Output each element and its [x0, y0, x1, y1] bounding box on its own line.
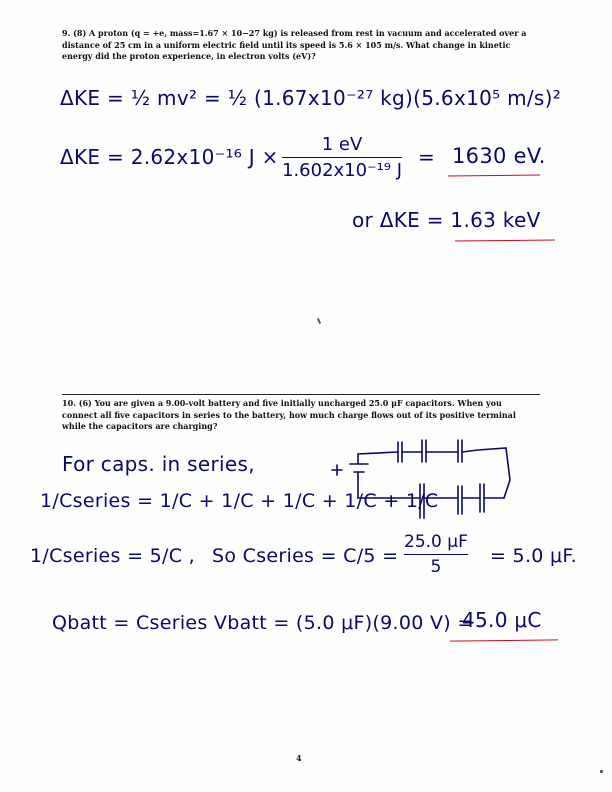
equals-sign: =	[418, 145, 436, 169]
ke-formula-line: ΔKE = ½ mv² = ½ (1.67x10⁻²⁷ kg)(5.6x10⁵ m/s)²	[60, 86, 562, 110]
answer-kev-underline	[455, 239, 555, 241]
answer-ev-underline	[448, 175, 540, 177]
paper-speck	[600, 770, 603, 773]
problem-9-text: 9. (8) A proton (q = +e, mass=1.67 × 10−27 kg) is released from rest in vacuum and accelerated over a distance of 25 cm in a uniform electric field until its speed is 5.6 × 105 m/s. What change in kinetic energy did the proton experience, in electron volts (eV)?	[62, 28, 527, 61]
cseries-fraction-numerator: 25.0 μF	[404, 532, 468, 552]
paper-speck	[317, 318, 321, 324]
ev-conversion-denominator: 1.602x10⁻¹⁹ J	[282, 160, 403, 181]
cseries-result: = 5.0 μF.	[490, 545, 577, 567]
section-divider	[62, 394, 540, 395]
cseries-fraction-denominator: 5	[430, 557, 442, 577]
charge-answer: 45.0 μC	[462, 608, 542, 632]
cseries-so-line: So Cseries = C/5 =	[212, 545, 399, 567]
reduced-equation: 1/Cseries = 5/C ,	[30, 545, 195, 567]
series-sum-equation: 1/Cseries = 1/C + 1/C + 1/C + 1/C + 1/C	[40, 490, 439, 512]
fraction-bar	[404, 554, 468, 555]
cseries-fraction	[404, 532, 468, 577]
series-intro: For caps. in series,	[62, 452, 255, 476]
charge-answer-underline	[450, 639, 558, 641]
answer-kev-line: or ΔKE = 1.63 keV	[352, 208, 541, 232]
page-number: 4	[296, 753, 302, 763]
charge-equation: Qbatt = Cseries Vbatt = (5.0 μF)(9.00 V) =	[52, 612, 474, 634]
answer-ev: 1630 eV.	[452, 144, 546, 168]
ev-conversion-numerator: 1 eV	[321, 134, 363, 155]
series-circuit-diagram	[328, 430, 528, 530]
problem-10-text: 10. (6) You are given a 9.00-volt battery and five initially uncharged 25.0 μF capacitors. When you connect all five capacitors in series to the battery, how much charge flows out of its positive terminal while the capacitors are charging?	[62, 398, 516, 431]
ke-joules-line: ΔKE = 2.62x10⁻¹⁶ J ×	[60, 145, 279, 169]
ev-conversion-fraction	[282, 134, 402, 181]
fraction-bar	[282, 157, 402, 158]
